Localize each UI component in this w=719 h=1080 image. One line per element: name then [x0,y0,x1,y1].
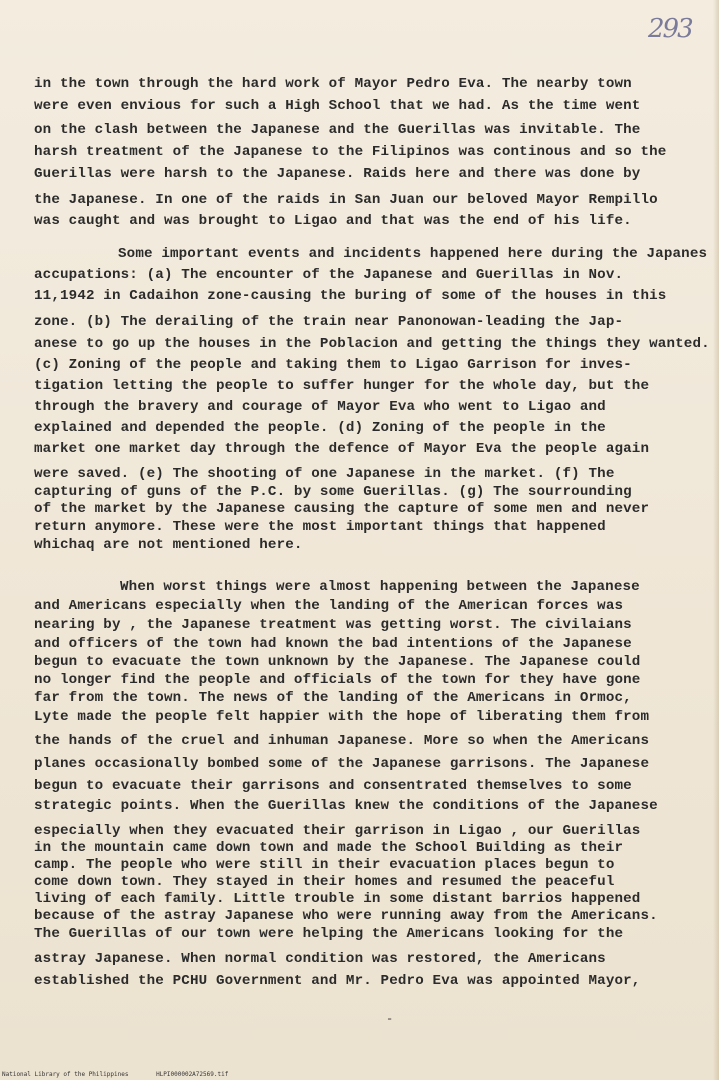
text-line: market one market day through the defence of Mayor Eva the people again [34,441,650,457]
text-line: When worst things were almost happening between the Japanese [120,579,640,595]
text-line: zone. (b) The derailing of the train near Panonowan-leading the Jap- [34,314,624,330]
text-line: the Japanese. In one of the raids in San Juan our beloved Mayor Rempillo [34,192,658,208]
text-line: far from the town. The news of the landing of the Americans in Ormoc, [34,690,632,706]
text-line: and officers of the town had known the bad intentions of the Japanese [34,636,632,652]
text-line: begun to evacuate their garrisons and consentrated themselves to some [34,778,632,794]
text-line: was caught and was brought to Ligao and that was the end of his life. [34,213,632,229]
text-line: astray Japanese. When normal condition was restored, the Americans [34,951,606,967]
text-line: explained and depended the people. (d) Zoning of the people in the [34,420,606,436]
paragraph-2 [34,244,714,554]
text-line: of the market by the Japanese causing the capture of some men and never [34,501,650,517]
text-line: in the mountain came down town and made the School Building as their [34,840,624,856]
text-line: strategic points. When the Guerillas knew the conditions of the Japanese [34,798,658,814]
text-line: established the PCHU Government and Mr. Pedro Eva was appointed Mayor, [34,973,641,989]
text-line: no longer find the people and officials of the town for they have gone [34,672,641,688]
text-line: tigation letting the people to suffer hunger for the whole day, but the [34,378,650,394]
text-line: in the town through the hard work of Mayor Pedro Eva. The nearby town [34,76,632,92]
text-line: The Guerillas of our town were helping the Americans looking for the [34,926,624,942]
text-line: were saved. (e) The shooting of one Japanese in the market. (f) The [34,466,615,482]
text-line: Lyte made the people felt happier with the hope of liberating them from [34,709,650,725]
text-line: accupations: (a) The encounter of the Japanese and Guerillas in Nov. [34,267,624,283]
text-line: because of the astray Japanese who were running away from the Americans. [34,908,658,924]
text-line: anese to go up the houses in the Poblacion and getting the things they wanted. [34,336,710,352]
handwritten-page-number: 293 [648,14,692,44]
text-line: camp. The people who were still in their evacuation places begun to [34,857,615,873]
paragraph-1 [34,74,714,232]
text-line: whichaq are not mentioned here. [34,537,303,553]
file-id: HLPI000002A72569.tif [156,1071,229,1078]
text-line: return anymore. These were the most important things that happened [34,519,606,535]
text-line: harsh treatment of the Japanese to the Filipinos was continous and so the [34,144,667,160]
text-line: Guerillas were harsh to the Japanese. Raids here and there was done by [34,166,641,182]
scan-footer [2,1071,252,1078]
text-line: the hands of the cruel and inhuman Japanese. More so when the Americans [34,733,650,749]
paragraph-3 [34,578,714,993]
text-line: nearing by , the Japanese treatment was getting worst. The civilaians [34,617,632,633]
text-line: capturing of guns of the P.C. by some Guerillas. (g) The sourrounding [34,484,632,500]
text-line: 11,1942 in Cadaihon zone-causing the buring of some of the houses in this [34,288,667,304]
text-line: through the bravery and courage of Mayor Eva who went to Ligao and [34,399,606,415]
text-line: were even envious for such a High School that we had. As the time went [34,98,641,114]
text-line: especially when they evacuated their garrison in Ligao , our Guerillas [34,823,641,839]
text-line: Some important events and incidents happened here during the Japanes [118,246,708,262]
page-mark: - [386,1012,394,1026]
text-line: on the clash between the Japanese and the Guerillas was invitable. The [34,122,641,138]
archive-label: National Library of the Philippines [2,1071,129,1078]
text-line: planes occasionally bombed some of the Japanese garrisons. The Japanese [34,756,650,772]
text-line: and Americans especially when the landing of the American forces was [34,598,624,614]
text-line: begun to evacuate the town unknown by the Japanese. The Japanese could [34,654,641,670]
text-line: (c) Zoning of the people and taking them to Ligao Garrison for inves- [34,357,632,373]
text-line: living of each family. Little trouble in some distant barrios happened [34,891,641,907]
text-line: come down town. They stayed in their homes and resumed the peaceful [34,874,615,890]
